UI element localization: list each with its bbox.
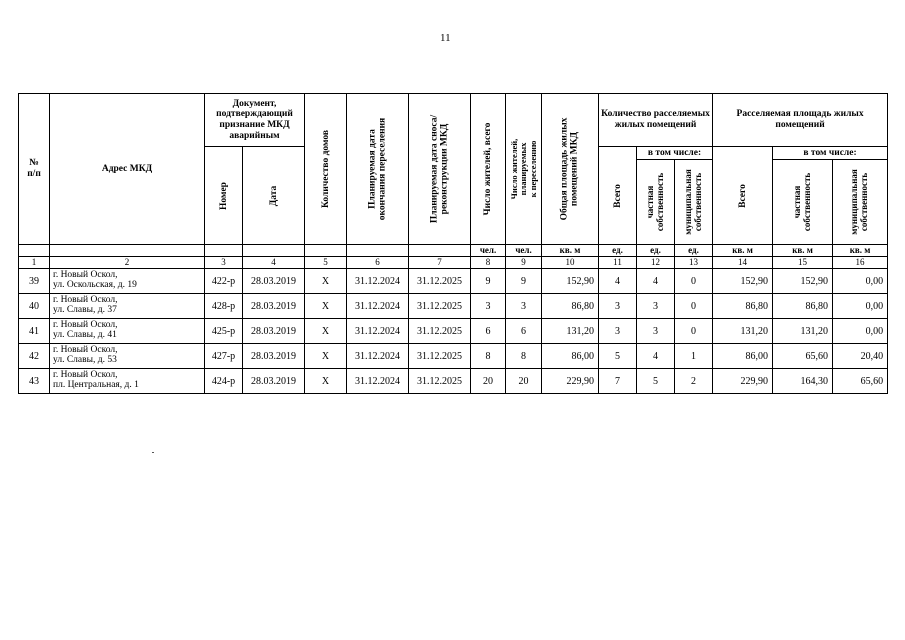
row-rooms-total: 5 — [599, 344, 637, 369]
column-number: 7 — [409, 257, 471, 269]
table-row — [19, 294, 888, 319]
unit-cell: кв. м — [833, 245, 888, 257]
row-rooms-municipal: 0 — [675, 319, 713, 344]
column-number: 11 — [599, 257, 637, 269]
row-doc-number: 427-р — [205, 344, 243, 369]
column-number: 6 — [347, 257, 409, 269]
header-residents-planned: Число жителей, планируемых к переселению — [506, 94, 542, 245]
header-rooms-including: в том числе: — [637, 147, 713, 160]
unit-cell: кв. м — [542, 245, 599, 257]
column-number: 1 — [19, 257, 50, 269]
row-area-total: 131,20 — [713, 319, 773, 344]
row-doc-number: 422-р — [205, 269, 243, 294]
header-doc-number: Номер — [205, 147, 243, 245]
column-number: 2 — [50, 257, 205, 269]
table-row — [19, 344, 888, 369]
unit-cell: ед. — [637, 245, 675, 257]
row-rooms-private: 3 — [637, 319, 675, 344]
row-total-area: 229,90 — [542, 369, 599, 394]
resettlement-table — [18, 93, 888, 394]
header-num: № п/п — [19, 94, 50, 245]
table-row — [19, 369, 888, 394]
row-rooms-municipal: 0 — [675, 294, 713, 319]
row-rooms-municipal: 1 — [675, 344, 713, 369]
row-address: г. Новый Оскол, ул. Славы, д. 41 — [50, 319, 205, 344]
page-number: 11 — [440, 32, 451, 44]
row-residents-planned: 20 — [506, 369, 542, 394]
header-planned-end: Планируемая дата окончания переселения — [347, 94, 409, 245]
header-rooms-group: Количество расселяемых жилых помещений — [599, 94, 713, 147]
row-planned-end: 31.12.2024 — [347, 269, 409, 294]
units-row — [19, 245, 888, 257]
row-planned-demolition: 31.12.2025 — [409, 269, 471, 294]
row-house-count: X — [305, 344, 347, 369]
column-number: 16 — [833, 257, 888, 269]
column-number: 13 — [675, 257, 713, 269]
row-residents-planned: 9 — [506, 269, 542, 294]
row-planned-end: 31.12.2024 — [347, 294, 409, 319]
unit-cell: чел. — [471, 245, 506, 257]
table-row — [19, 319, 888, 344]
row-residents-total: 20 — [471, 369, 506, 394]
row-doc-date: 28.03.2019 — [243, 294, 305, 319]
column-number: 15 — [773, 257, 833, 269]
header-total-area: Общая площадь жилых помещений МКД — [542, 94, 599, 245]
column-number: 3 — [205, 257, 243, 269]
row-area-private: 152,90 — [773, 269, 833, 294]
row-address: г. Новый Оскол, ул. Славы, д. 53 — [50, 344, 205, 369]
header-house-count: Количество домов — [305, 94, 347, 245]
row-area-total: 86,00 — [713, 344, 773, 369]
row-address: г. Новый Оскол, пл. Центральная, д. 1 — [50, 369, 205, 394]
row-address: г. Новый Оскол, ул. Оскольская, д. 19 — [50, 269, 205, 294]
table-row — [19, 269, 888, 294]
row-planned-end: 31.12.2024 — [347, 344, 409, 369]
column-number: 8 — [471, 257, 506, 269]
row-address: г. Новый Оскол, ул. Славы, д. 37 — [50, 294, 205, 319]
unit-cell: ед. — [599, 245, 637, 257]
row-doc-number: 428-р — [205, 294, 243, 319]
scan-speck — [152, 452, 154, 453]
header-planned-demolition: Планируемая дата сноса/ реконструкции МКД — [409, 94, 471, 245]
row-residents-total: 6 — [471, 319, 506, 344]
header-document: Документ, подтверждающий признание МКД аварийным — [205, 94, 305, 147]
row-total-area: 86,00 — [542, 344, 599, 369]
row-house-count: X — [305, 369, 347, 394]
row-doc-date: 28.03.2019 — [243, 344, 305, 369]
row-doc-number: 425-р — [205, 319, 243, 344]
row-total-area: 86,80 — [542, 294, 599, 319]
row-residents-total: 9 — [471, 269, 506, 294]
header-area-group: Расселяемая площадь жилых помещений — [713, 94, 888, 147]
header-residents-total: Число жителей, всего — [471, 94, 506, 245]
row-area-total: 152,90 — [713, 269, 773, 294]
row-number: 39 — [19, 269, 50, 294]
row-number: 42 — [19, 344, 50, 369]
header-area-total: Всего — [713, 147, 773, 245]
column-number: 14 — [713, 257, 773, 269]
row-rooms-total: 3 — [599, 294, 637, 319]
row-area-private: 65,60 — [773, 344, 833, 369]
header-rooms-total: Всего — [599, 147, 637, 245]
row-rooms-private: 5 — [637, 369, 675, 394]
column-number: 5 — [305, 257, 347, 269]
header-area-including: в том числе: — [773, 147, 888, 160]
column-number: 9 — [506, 257, 542, 269]
unit-cell: кв. м — [773, 245, 833, 257]
row-rooms-private: 4 — [637, 269, 675, 294]
row-area-municipal: 0,00 — [833, 294, 888, 319]
header-doc-date: Дата — [243, 147, 305, 245]
row-rooms-total: 4 — [599, 269, 637, 294]
row-house-count: X — [305, 269, 347, 294]
row-area-private: 86,80 — [773, 294, 833, 319]
row-residents-planned: 3 — [506, 294, 542, 319]
row-area-municipal: 20,40 — [833, 344, 888, 369]
row-area-municipal: 65,60 — [833, 369, 888, 394]
row-residents-total: 3 — [471, 294, 506, 319]
row-planned-end: 31.12.2024 — [347, 369, 409, 394]
row-doc-date: 28.03.2019 — [243, 269, 305, 294]
column-number-row — [19, 257, 888, 269]
row-number: 41 — [19, 319, 50, 344]
row-doc-date: 28.03.2019 — [243, 319, 305, 344]
header-rooms-municipal: муниципальная собственность — [675, 160, 713, 245]
row-house-count: X — [305, 319, 347, 344]
row-residents-planned: 6 — [506, 319, 542, 344]
row-number: 43 — [19, 369, 50, 394]
row-residents-planned: 8 — [506, 344, 542, 369]
row-planned-demolition: 31.12.2025 — [409, 319, 471, 344]
row-area-total: 229,90 — [713, 369, 773, 394]
row-planned-end: 31.12.2024 — [347, 319, 409, 344]
column-number: 10 — [542, 257, 599, 269]
row-number: 40 — [19, 294, 50, 319]
row-residents-total: 8 — [471, 344, 506, 369]
row-rooms-total: 3 — [599, 319, 637, 344]
header-area-municipal: муниципальная собственность — [833, 160, 888, 245]
row-rooms-municipal: 0 — [675, 269, 713, 294]
row-area-municipal: 0,00 — [833, 269, 888, 294]
row-rooms-total: 7 — [599, 369, 637, 394]
row-total-area: 152,90 — [542, 269, 599, 294]
header-address: Адрес МКД — [50, 94, 205, 245]
row-area-private: 164,30 — [773, 369, 833, 394]
header-area-private: частная собственность — [773, 160, 833, 245]
unit-cell: кв. м — [713, 245, 773, 257]
row-area-total: 86,80 — [713, 294, 773, 319]
row-total-area: 131,20 — [542, 319, 599, 344]
row-doc-date: 28.03.2019 — [243, 369, 305, 394]
row-rooms-municipal: 2 — [675, 369, 713, 394]
unit-cell: ед. — [675, 245, 713, 257]
column-number: 4 — [243, 257, 305, 269]
row-rooms-private: 3 — [637, 294, 675, 319]
unit-cell: чел. — [506, 245, 542, 257]
row-house-count: X — [305, 294, 347, 319]
row-planned-demolition: 31.12.2025 — [409, 369, 471, 394]
row-area-private: 131,20 — [773, 319, 833, 344]
header-rooms-private: частная собственность — [637, 160, 675, 245]
row-area-municipal: 0,00 — [833, 319, 888, 344]
row-rooms-private: 4 — [637, 344, 675, 369]
column-number: 12 — [637, 257, 675, 269]
row-planned-demolition: 31.12.2025 — [409, 344, 471, 369]
row-doc-number: 424-р — [205, 369, 243, 394]
row-planned-demolition: 31.12.2025 — [409, 294, 471, 319]
